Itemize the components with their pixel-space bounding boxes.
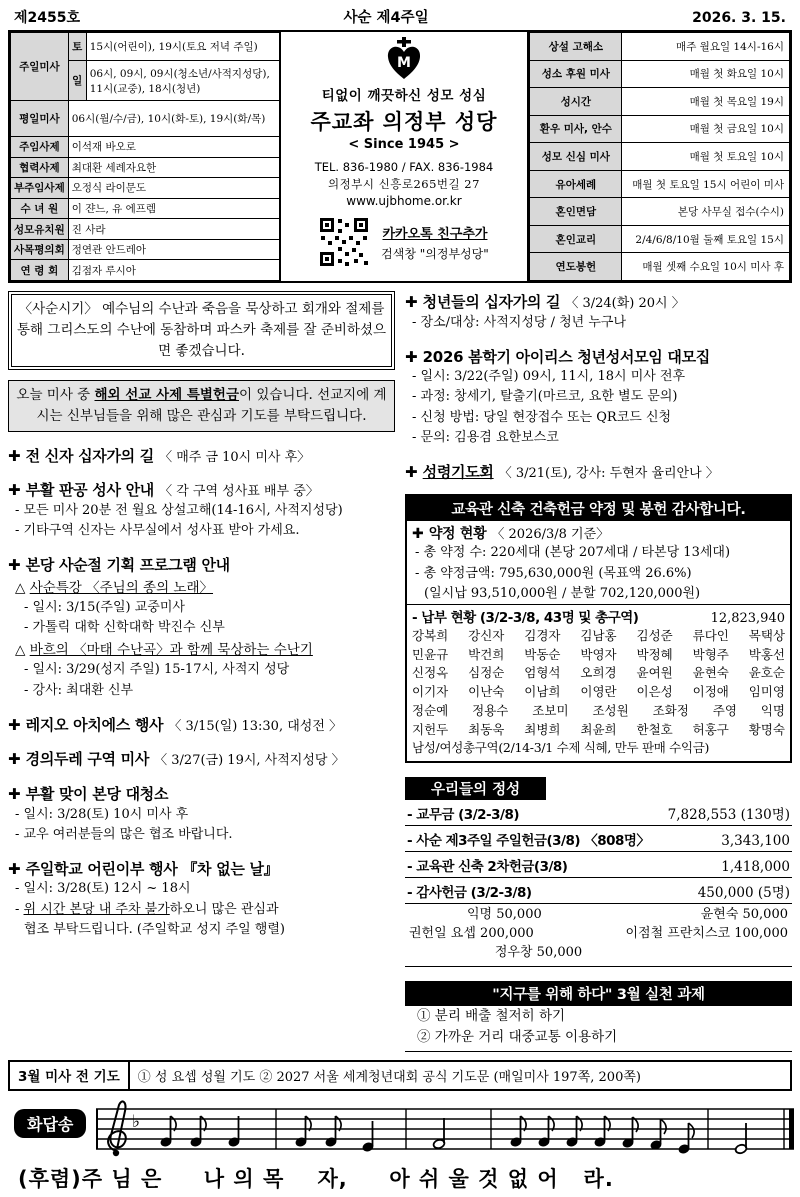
section-line: - 문의: 김용겸 요한보스코 [412,429,559,445]
music-staff [96,1099,798,1163]
main-content [0,283,800,1052]
staff-row-value: 김점자 루시아 [68,260,279,281]
section-title: 본당 사순절 기획 프로그램 안내 [25,556,230,575]
fund-header: 교육관 신축 건축헌금 약정 및 봉헌 감사합니다. [407,496,790,521]
schedule-label: 환우 미사, 안수 [530,115,622,143]
fund-subheading [412,523,785,543]
thanks-detail-list [405,904,792,967]
sacred-heart-emblem-icon [383,37,425,81]
donor: 익명 50,000 [467,907,542,923]
cross-bullet-icon: ✚ [8,481,21,500]
donor: 윤현숙 50,000 [700,907,788,923]
section-line: - 일시: 3/28(토) 10시 미사 후 [15,806,189,822]
staff-row-value: 정연관 안드레아 [68,239,279,260]
line-underlined: 위 시간 본당 내 주차 불가 [23,901,170,917]
flat-sign: ♭ [132,1111,141,1132]
offering-value: 450,000 (5명) [697,884,790,901]
section-easter-confession [8,479,395,541]
building-fund-box [405,494,792,763]
schedule-value: 매월 첫 토요일 15시 어린이 미사 [622,170,790,198]
section-title: 레지오 아치에스 행사 [25,715,164,734]
section-holy-spirit-prayer [405,461,792,483]
staff-row-label: 사목평의회 [11,239,69,260]
cross-bullet-icon: ✚ [8,715,21,734]
thanks-detail-row [409,925,788,944]
offering-row [405,878,792,904]
section-suffix: 〈 각 구역 성사표 배부 중〉 [159,484,319,500]
schedule-value: 본당 사무실 접수(수시) [622,198,790,226]
subsection-bach [15,640,395,660]
cross-bullet-icon: ✚ [412,526,424,543]
donor-row: 지헌두 최동욱 최병희 최윤희 한철호 허홍구 황명숙 [412,721,785,737]
section-suffix: 〈 3/21(토), 강사: 두현자 율리안나 〉 [498,465,719,481]
cross-bullet-icon: ✚ [405,293,418,311]
offering-label: - 감사헌금 (3/2-3/8) [407,884,532,901]
section-stations-all [8,445,395,467]
kakao-search-hint: 검색창 "의정부성당" [381,246,489,261]
pre-mass-prayer-strip [8,1060,792,1091]
offering-header: 우리들의 정성 [405,777,546,800]
church-name: 주교좌 의정부 성당 [310,110,498,134]
church-tel: TEL. 836-1980 / FAX. 836-1984 [314,160,494,174]
schedule-label: 혼인면담 [530,198,622,226]
section-legio [8,714,395,736]
offering-label: - 교무금 (3/2-3/8) [407,806,520,823]
practice-header: "지구를 위해 하다" 3월 실천 과제 [405,981,792,1006]
schedule-label: 성모 신심 미사 [530,143,622,171]
right-column [405,287,792,1052]
church-website[interactable]: www.ujbhome.or.kr [346,194,462,208]
responsorial-psalm [8,1097,792,1197]
schedule-value: 매주 월요일 14시-16시 [622,33,790,61]
offering-label: - 사순 제3주일 주일헌금(3/8) 〈808명〉 [407,832,650,849]
schedule-value: 매월 첫 토요일 10시 [622,143,790,171]
cross-bullet-icon: ✚ [405,347,418,366]
payment-label: - 납부 현황 (3/2-3/8, 43명 및 총구역) [412,609,639,626]
staff-row-label: 연 령 회 [11,260,69,281]
triangle-bullet-icon: △ [15,579,30,596]
church-identity [281,32,530,281]
section-suffix: 〈 매주 금 10시 미사 후〉 [159,449,311,465]
church-address: 의정부시 신흥로265번길 27 [328,177,480,191]
subsection-title: 사순특강 〈주님의 종의 노래〉 [29,579,214,596]
offering-row [405,826,792,852]
section-title: 부활 맞이 본당 대청소 [25,784,169,803]
donor-row: 이기자 이난숙 이남희 이영란 이은성 이정애 임미영 [412,684,785,700]
section-line: - 과정: 창세기, 탈출기(마르코, 요한 별도 문의) [412,389,678,405]
section-line: 협조 부탁드립니다. (주일학교 성지 주일 행렬) [24,921,285,937]
fund-payment-row [407,604,790,627]
cross-bullet-icon: ✚ [8,446,21,465]
mass-sat-value: 15시(어린이), 19시(토요 저녁 주일) [86,33,279,61]
section-cleaning [8,783,395,845]
mass-times-table [10,32,281,281]
schedule-label: 연도봉헌 [530,253,622,281]
section-line: - 일시: 3/15(주일) 교중미사 [24,599,185,615]
section-title: 주일학교 어린이부 행사 『차 없는 날』 [25,859,279,878]
triangle-bullet-icon: △ [15,642,30,659]
offering-section [405,777,792,967]
fund-sub-suffix: 〈 2026/3/8 기준〉 [491,527,610,543]
section-line-parking [15,900,395,920]
line-text: - [15,901,24,917]
offering-row [405,852,792,878]
offering-value: 1,418,000 [721,858,790,875]
schedule-label: 유아세례 [530,170,622,198]
fund-line: - 총 약정 수: 220세대 (본당 207세대 / 타본당 13세대) [415,545,731,561]
cross-bullet-icon: ✚ [8,784,21,803]
church-since: < Since 1945 > [348,137,460,152]
donor: 이점철 프란치스코 100,000 [625,926,788,941]
mass-sun-label: 일 [68,61,86,101]
section-no-car-day [8,858,395,940]
section-iris-bible [405,346,792,448]
special-collection-box [8,380,395,432]
offering-value: 3,343,100 [721,832,790,849]
practice-line: ② 가까운 거리 대중교통 이용하기 [417,1028,618,1045]
staff-row-value: 이석재 바오로 [68,137,279,158]
donor-row: 민윤규 박건희 박동순 박영자 박정혜 박형주 박홍선 [412,646,785,662]
practice-section [405,981,792,1052]
section-line: - 신청 방법: 당일 현장접수 또는 QR코드 신청 [412,409,672,425]
lent-notice-box: 〈사순시기〉 예수님의 수난과 죽음을 묵상하고 회개와 절제를 통해 그리스도의 수난에 동참하며 파스카 축제를 잘 준비하셨으면 좋겠습니다. [8,291,395,370]
section-line: - 기타구역 신자는 사무실에서 성사표 받아 가세요. [15,522,300,538]
issue-number: 제2455호 [14,10,81,26]
section-title: 부활 판공 성사 안내 [25,481,154,500]
cross-bullet-icon: ✚ [8,750,21,769]
qr-code [319,217,369,267]
page-date: 2026. 3. 15. [692,10,786,26]
donor: 정우창 50,000 [494,944,583,960]
notice-text: 이 있습니다. 선교지에 계시는 신부님들을 위해 많은 관심과 기도를 부탁드립니다. [36,386,387,424]
offering-value: 7,828,553 (130명) [667,806,790,823]
section-title: 경의두레 구역 미사 [25,750,150,769]
section-lent-program [8,554,395,701]
mass-sunday-label: 주일미사 [11,33,69,101]
practice-line: ① 분리 배출 철저히 하기 [417,1007,566,1024]
staff-row-value: 오정식 라이문도 [68,178,279,199]
staff-row-label: 수 녀 원 [11,198,69,219]
section-youth-stations [405,291,792,333]
psalm-label: 화답송 [14,1109,86,1138]
kakao-row [319,217,489,267]
regular-schedule-table [529,32,790,281]
section-line: - 일시: 3/22(주일) 09시, 11시, 18시 미사 전후 [412,369,686,385]
section-suffix: 〈 3/15(일) 13:30, 대성전 〉 [168,718,343,734]
fund-body [407,521,790,603]
cross-bullet-icon: ✚ [8,859,21,878]
donor-names [407,627,790,761]
schedule-value: 매월 셋째 수요일 10시 미사 후 [622,253,790,281]
offering-row [405,800,792,826]
section-title: 청년들의 십자가의 길 [422,293,561,311]
staff-row-label: 성모유치원 [11,219,69,240]
section-suffix: 〈 3/27(금) 19시, 사적지성당 〉 [154,753,345,769]
schedule-value: 매월 첫 금요일 10시 [622,115,790,143]
section-district-mass [8,748,395,770]
prayer-label: 3월 미사 전 기도 [10,1062,130,1089]
payment-amount: 12,823,940 [710,610,785,626]
mass-sat-label: 토 [68,33,86,61]
section-title: 성령기도회 [422,462,494,481]
donor-row: 정순예 정용수 조보미 조성원 조화정 주영 익명 [412,702,785,718]
donor-row: 신정옥 심정순 엄형석 오희경 윤여원 윤현숙 윤호순 [412,665,785,681]
svg-text:M: M [397,55,411,71]
schedule-value: 매월 첫 목요일 19시 [622,88,790,116]
page-header [0,0,800,30]
section-line: - 강사: 최대환 신부 [24,682,134,698]
staff-row-value: 최대환 세례자요한 [68,157,279,178]
section-title: 2026 봄학기 아이리스 청년성서모임 대모집 [422,347,710,366]
schedule-value: 2/4/6/8/10월 둘째 토요일 15시 [622,225,790,253]
staff-row-label: 주임사제 [11,137,69,158]
kakao-info [381,223,489,262]
section-line: - 장소/대상: 사적지성당 / 청년 누구나 [412,314,627,330]
staff-row-value: 이 쟌느, 유 에프렘 [68,198,279,219]
subsection-lecture [15,578,395,598]
mass-weekday-label: 평일미사 [11,101,69,137]
donor-row: 남성/여성총구역(2/14-3/1 수제 식혜, 만두 판매 수익금) [412,740,710,756]
schedule-label: 혼인교리 [530,225,622,253]
subsection-title: 바흐의 〈마태 수난곡〉과 함께 묵상하는 수난기 [29,642,313,659]
schedule-label: 상설 고해소 [530,33,622,61]
section-suffix: 〈 3/24(화) 20시 〉 [565,296,685,311]
cross-bullet-icon: ✚ [405,462,418,481]
church-motto: 티없이 깨끗하신 성모 성심 [321,88,487,104]
mass-sun-value: 06시, 09시, 09시(청소년/사적지성당), 11시(교중), 18시(청년) [86,61,279,101]
schedule-value: 매월 첫 화요일 10시 [622,60,790,88]
kakao-add-friend: 카카오톡 친구추가 [382,226,488,242]
fund-line: (일시납 93,510,000원 / 분할 702,120,000원) [424,585,701,601]
section-line: - 가톨릭 대학 신학대학 박진수 신부 [24,620,225,636]
donor: 권헌일 요셉 200,000 [409,926,534,941]
section-line: - 모든 미사 20분 전 월요 상설고해(14-16시, 사적지성당) [15,502,343,518]
section-title: 전 신자 십자가의 길 [25,446,154,465]
page-title: 사순 제4주일 [343,10,429,26]
donor-row: 강복희 강신자 김경자 김남홍 김성준 류다인 목택상 [412,627,785,643]
cross-bullet-icon: ✚ [8,556,21,575]
fund-line: - 총 약정금액: 795,630,000원 (목표액 26.6%) [415,565,692,581]
section-line: - 일시: 3/29(성지 주일) 15-17시, 사적지 성당 [24,662,290,678]
info-block [8,30,792,283]
notice-underlined: 해외 선교 사제 특별헌금 [94,386,240,403]
notice-text: 오늘 미사 중 [16,386,95,403]
thanks-detail-row [409,906,788,925]
offering-label: - 교육관 신축 2차헌금(3/8) [407,858,568,875]
schedule-label: 성소 후원 미사 [530,60,622,88]
left-column [8,287,395,1052]
prayer-text: ① 성 요셉 성월 기도 ② 2027 서울 세계청년대회 공식 기도문 (매일미사 197쪽, 200쪽) [137,1069,641,1085]
section-line: - 교우 여러분들의 많은 협조 바랍니다. [15,826,233,842]
mass-weekday-value: 06시(월/수/금), 10시(화-토), 19시(화/목) [68,101,279,137]
staff-row-label: 협력사제 [11,157,69,178]
staff-row-label: 부주임사제 [11,178,69,199]
line-text: 하오니 많은 관심과 [169,901,279,917]
thanks-detail-row [409,944,788,963]
section-line: - 일시: 3/28(토) 12시 ~ 18시 [15,881,191,897]
fund-sub-title: 약정 현황 [428,526,487,543]
psalm-lyrics: (후렴)주 님 은 나 의 목 자, 아 쉬 울 것 없 어 라. [18,1166,614,1191]
staff-row-value: 진 사라 [68,219,279,240]
schedule-label: 성시간 [530,88,622,116]
